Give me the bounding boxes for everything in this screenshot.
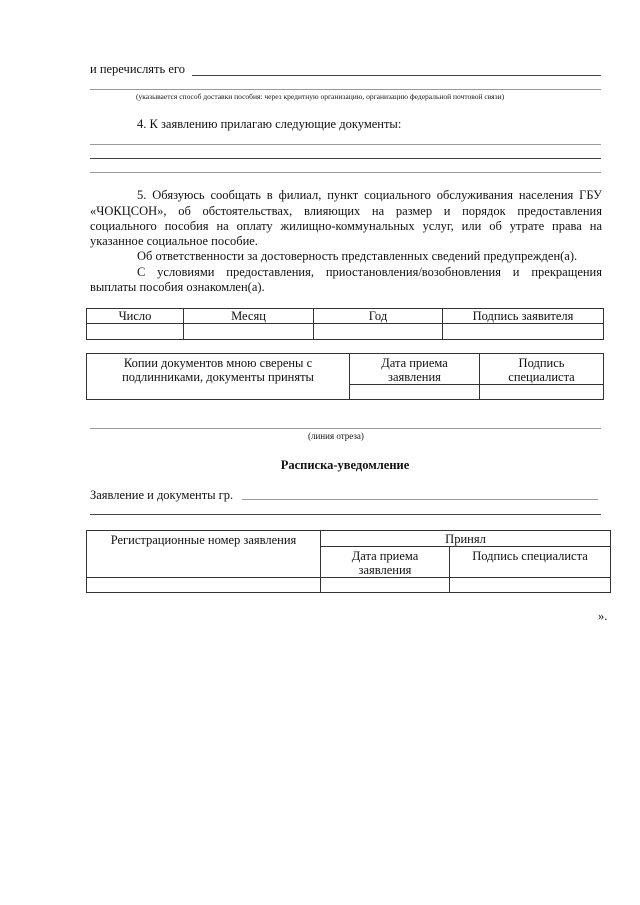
applicant-sign-table: [86, 308, 604, 340]
header-day: Число: [87, 309, 184, 324]
receipt-citizen-field[interactable]: [242, 499, 598, 500]
acceptance-date-header: Дата приема заявления: [350, 354, 480, 385]
registration-table: [86, 530, 611, 593]
receipt-title: Расписка-уведомление: [280, 458, 410, 472]
header-month: Месяц: [184, 309, 314, 324]
attachment-line-3[interactable]: [90, 172, 601, 173]
copies-verified-table: [86, 353, 604, 400]
receipt-specialist-cell[interactable]: [450, 578, 611, 593]
payment-method-field[interactable]: [192, 75, 601, 76]
month-cell[interactable]: [184, 324, 314, 340]
receipt-date-header: Дата приема заявления: [321, 547, 450, 578]
specialist-signature-cell[interactable]: [480, 385, 604, 400]
conditions-line-2: выплаты пособия ознакомлен(а).: [90, 280, 265, 294]
attachment-line-2[interactable]: [90, 158, 601, 159]
cut-line: [90, 428, 601, 429]
year-cell[interactable]: [314, 324, 443, 340]
acceptance-date-cell[interactable]: [350, 385, 480, 400]
header-year: Год: [314, 309, 443, 324]
receipt-date-cell[interactable]: [321, 578, 450, 593]
closing-quote: ».: [598, 609, 608, 623]
obligation-line-3: социального пособия на оплату жилищно-коммунальных услуг, или об утрате права на: [90, 219, 602, 233]
obligation-line-1: 5. Обязуюсь сообщать в филиал, пункт социального обслуживания населения ГБУ: [137, 188, 602, 202]
obligation-line-4: указанное социальное пособие.: [90, 234, 258, 248]
attachment-line-1[interactable]: [90, 144, 601, 145]
accepted-by-header: Принял: [321, 531, 611, 547]
registration-number-header: Регистрационные номер заявления: [87, 531, 321, 578]
attachments-title: 4. К заявлению прилагаю следующие документы:: [137, 117, 402, 131]
payment-hint: (указывается способ доставки пособия: через кредитную организацию, организацию федеральной почтовой связи): [136, 92, 505, 101]
receipt-specialist-header: Подпись специалиста: [450, 547, 611, 578]
responsibility-line: Об ответственности за достоверность представленных сведений предупрежден(а).: [137, 249, 578, 263]
header-applicant-signature: Подпись заявителя: [443, 309, 604, 324]
conditions-line-1: С условиями предоставления, приостановления/возобновления и прекращения: [137, 265, 602, 279]
payment-extra-line: [90, 89, 601, 90]
copies-verified-text: Копии документов мною сверены с подлинниками, документы приняты: [87, 354, 350, 400]
receipt-docs-label: Заявление и документы гр.: [90, 488, 234, 502]
specialist-signature-header: Подпись специалиста: [480, 354, 604, 385]
registration-number-cell[interactable]: [87, 578, 321, 593]
applicant-signature-cell[interactable]: [443, 324, 604, 340]
receipt-extra-line[interactable]: [90, 514, 601, 515]
day-cell[interactable]: [87, 324, 184, 340]
payment-label: и перечислять его: [90, 62, 185, 76]
obligation-line-2: «ЧОКЦСОН», об обстоятельствах, влияющих на размер и порядок предоставления: [90, 204, 602, 218]
cut-line-label: (линия отреза): [308, 431, 364, 441]
